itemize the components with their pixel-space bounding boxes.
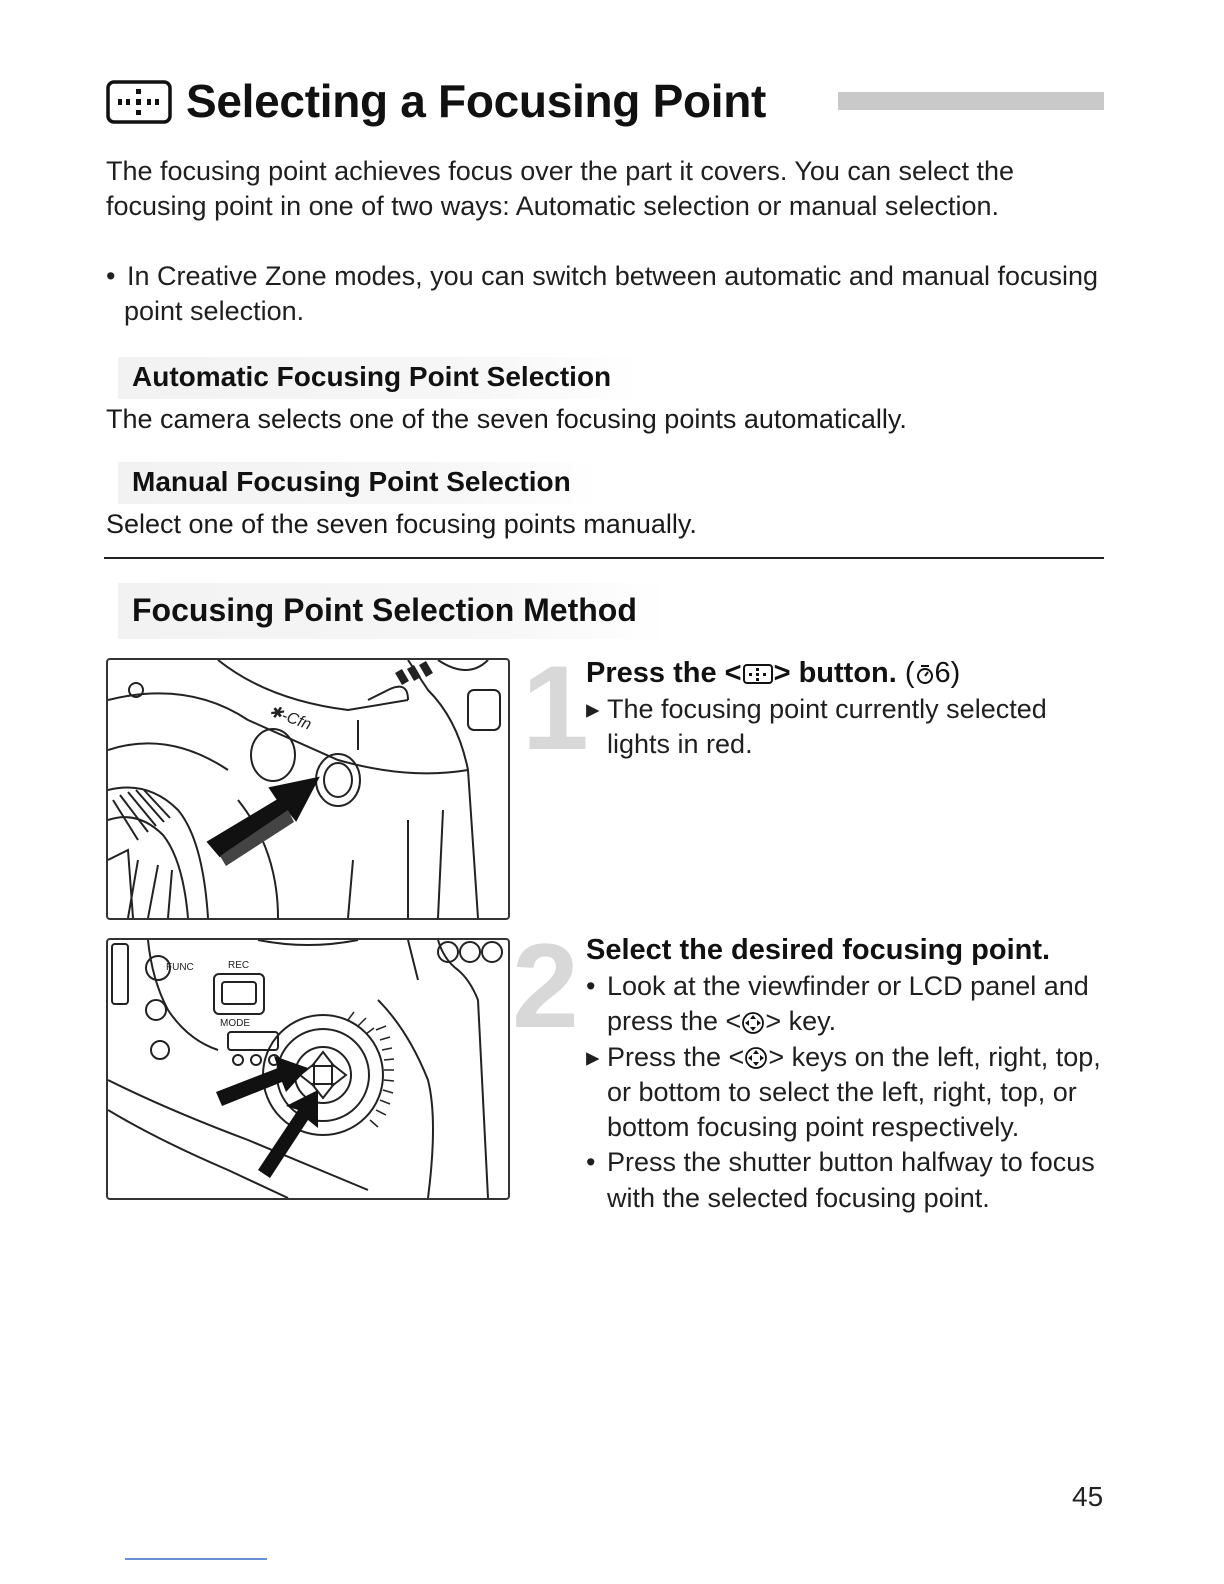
step-2-list <box>586 969 1106 1216</box>
focusing-point-icon <box>106 80 172 124</box>
section-divider <box>104 557 1104 559</box>
page-number: 45 <box>1072 1481 1104 1512</box>
page-title: Selecting a Focusing Point <box>186 75 767 127</box>
section-body-automatic: The camera selects one of the seven focusing points automatically. <box>106 404 907 434</box>
section-heading-method: Focusing Point Selection Method <box>118 583 667 639</box>
list-item <box>586 1040 1106 1146</box>
list-item-text-before: Press the < <box>607 1041 745 1072</box>
title-row <box>106 72 1106 132</box>
rec-label: REC <box>228 960 250 971</box>
section-heading-automatic: Automatic Focusing Point Selection <box>118 357 641 399</box>
intro-bullet <box>106 259 1114 329</box>
arrow-marker: ▸ <box>586 1041 600 1072</box>
intro-paragraph: The focusing point achieves focus over the part it covers. You can select the focusing point in one of two ways: Automatic selection or manual selection. <box>106 156 1015 221</box>
func-label: FUNC <box>166 962 194 973</box>
step-2-heading: Select the desired focusing point. <box>586 934 1051 966</box>
section-heading-manual: Manual Focusing Point Selection <box>118 462 601 504</box>
press-left-arrow-icon <box>216 1056 308 1106</box>
list-item <box>586 1145 1106 1216</box>
step-1-heading <box>586 655 960 691</box>
footer-line <box>125 1558 267 1560</box>
list-item <box>586 969 1106 1040</box>
list-item-text-before: Look at the viewfinder or LCD panel and press the < <box>607 971 1089 1037</box>
arrow-marker: ▸ <box>586 694 600 724</box>
camera-back-drawing <box>108 940 508 1198</box>
intro-bullet-text: In Creative Zone modes, you can switch between automatic and manual focusing point selection. <box>124 261 1099 326</box>
timer-ref-number: 6) <box>934 657 961 689</box>
list-item-text-after: > keys on the left, right, top, or bottom to select the left, right, top, or bottom focusing point respectively. <box>607 1041 1101 1143</box>
title-decoration-bar <box>838 92 1104 110</box>
step-1-heading-before: Press the < <box>586 657 742 689</box>
step-number-2: 2 <box>512 919 579 1053</box>
press-arrow-icon <box>208 778 318 866</box>
camera-top-drawing <box>108 660 508 918</box>
multi-controller-icon <box>741 1011 765 1035</box>
section-body-manual: Select one of the seven focusing points manually. <box>106 509 697 539</box>
multi-controller-icon <box>744 1046 768 1070</box>
step-1-list <box>586 692 1106 763</box>
illustration-af-point-button <box>106 658 510 920</box>
af-point-selection-icon <box>742 662 774 686</box>
mode-label: MODE <box>220 1018 250 1029</box>
step-number-1: 1 <box>522 641 589 775</box>
list-item-text: Press the shutter button halfway to focus with the selected focusing point. <box>607 1147 1095 1213</box>
cfn-label: ✱-Cfn <box>266 702 314 734</box>
timer-ref-open: ( <box>904 657 915 689</box>
step-1-heading-after: > button. <box>773 657 897 689</box>
illustration-multi-controller <box>106 938 510 1200</box>
bullet-marker: • <box>586 971 596 1001</box>
list-item-text: The focusing point currently selected lights in red. <box>607 694 1047 760</box>
list-item-text-after: > key. <box>765 1006 837 1037</box>
bullet-marker: • <box>586 1147 596 1178</box>
timer-icon <box>915 662 935 686</box>
list-item <box>586 692 1106 763</box>
bullet-marker: • <box>106 261 116 291</box>
